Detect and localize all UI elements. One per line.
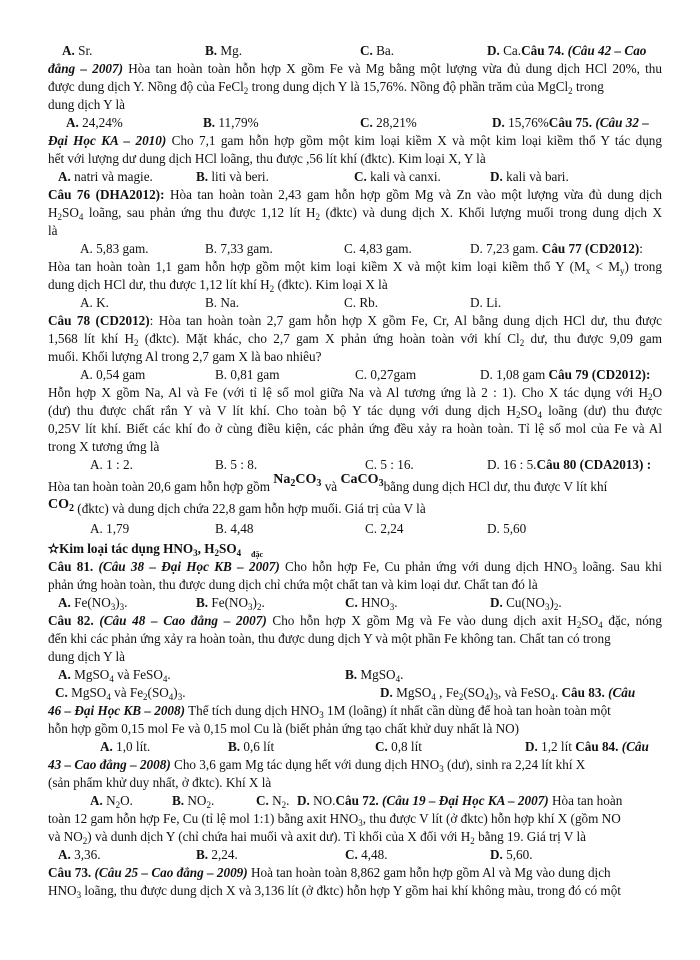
option-d: D. 15,76%Câu 75. (Câu 32 –: [492, 115, 649, 130]
question-text: 0,25V lít khí. Biết các khí đo ở cùng điều kiện, các phản ứng đều xảy ra hoàn toàn. Tỉ lệ số mol của Fe và Al: [48, 421, 662, 436]
question-text: phản ứng hoàn toàn, thu được dung dịch chỉ chứa một chất tan và kim loại dư. Chất tan đó là: [48, 577, 538, 592]
option-c: C. kali và canxi.: [354, 169, 441, 184]
formula-na2co3: $Na_2CO_3$: [273, 472, 322, 489]
option-b: B. 0,81 gam: [215, 367, 280, 382]
option-c: C. 4,48.: [345, 847, 388, 862]
option-b: B. Na.: [205, 295, 240, 310]
formula-caco3: CaCO$_3$: [340, 472, 384, 489]
question-text: Câu 76 (DHA2012): Hòa tan hoàn toàn 2,43 gam hỗn hợp gồm Mg và Zn vào một lượng vừa đủ dung dịch: [48, 187, 662, 202]
question-text: trong X tương ứng là: [48, 439, 160, 454]
option-d: D. MgSO$_4$ , $Fe_2(SO_4)_3$, và FeSO$_4$. Câu 83. (Câu: [380, 685, 636, 702]
question-text: muối. Khối lượng Al trong 2,7 gam X là bao nhiêu?: [48, 349, 322, 364]
option-a: A. $Fe(NO_3)_3$.: [58, 595, 128, 612]
option-c: C. 0,27gam: [355, 367, 417, 382]
question-text: $H_2SO_4$ loãng, sau phản ứng thu được 1,12 lít $H_2$ (đktc) và dung dịch X. Khối lượng muối trong dung dịch X: [48, 205, 662, 222]
question-text: 46 – Đại Học KB – 2008) Thể tích dung dịch $HNO_3$ 1M (loãng) ít nhất cần dùng để hoà tan hoàn toàn một: [48, 703, 611, 720]
question-text: $CO_2$ (đktc) và dung dịch chứa 22,8 gam hỗn hợp muối. Giá trị của V là: [48, 497, 426, 516]
question-source: (Câu 42 – Cao: [567, 43, 647, 58]
question-text: Câu 78 (CD2012): Hòa tan hoàn toàn 2,7 gam hỗn hợp X gồm Fe, Cr, Al bằng dung dịch HCl dư, thu được: [48, 313, 662, 328]
question-text: Câu 81. (Câu 38 – Đại Học KB – 2007) Cho hỗn hợp Fe, Cu phản ứng với dung dịch $HNO_3$ loãng. Sau khi: [48, 559, 663, 576]
question-text: Câu 73. (Câu 25 – Cao đẳng – 2009) Hoà tan hoàn toàn 8,862 gam hỗn hợp gồm Al và Mg vào dung dịch: [48, 865, 611, 880]
question-text: hết với lượng dư dung dịch HCl loãng, thu được ,56 lít khí (đktc). Kim loại X, Y là: [48, 151, 486, 166]
option-d: D. 1,2 lít Câu 84. (Câu: [525, 739, 649, 754]
option-b: B. 4,48: [215, 521, 254, 536]
question-text: 43 – Cao đẳng – 2008) Cho 3,6 gam Mg tác dụng hết với dung dịch $HNO_3$ (dư), sinh ra 2,24 lít khí X: [48, 757, 586, 774]
option-c: C. $HNO_3$.: [345, 595, 398, 612]
option-a: A. $N_2O$.: [90, 793, 133, 810]
option-c: C. 5 : 16.: [365, 457, 414, 472]
question-text: Hỗn hợp X gồm Na, Al và Fe (với tỉ lệ số mol giữa Na và Al tương ứng là 2 : 1). Cho X tác dụng với $H_2O$: [48, 385, 662, 402]
option-b: B. 7,33 gam.: [205, 241, 273, 256]
question-text: được dung dịch Y. Nồng độ của FeCl$_2$ trong dung dịch Y là 15,76%. Nồng độ phần trăm của MgCl$_2$ trong: [48, 79, 604, 96]
option-d: D. NO.Câu 72. (Câu 19 – Đại Học KA – 2007) Hòa tan hoàn: [297, 793, 623, 808]
question-text: (dư) thu được chất rắn Y và V lít khí. Cho toàn bộ Y tác dụng với dung dịch $H_2SO_4$ loãng (dư) thu được: [48, 403, 662, 420]
question-text: dung dịch HCl dư, thu được 1,12 lít khí $H_2$ (đktc). Kim loại X là: [48, 277, 388, 294]
option-b: B. $Fe(NO_3)_2$.: [196, 595, 265, 612]
option-c: C. 0,8 lít: [375, 739, 422, 754]
option-a: A. 1,0 lít.: [100, 739, 151, 754]
option-a: A. natri và magie.: [58, 169, 153, 184]
question-text: toàn 12 gam hỗn hợp Fe, Cu (tỉ lệ mol 1:1) bằng axit $HNO_3$, thu được V lít (ở đktc) hỗn hợp khí X (gồm NO: [48, 811, 621, 828]
option-a: A. Sr.: [62, 43, 93, 58]
question-text: dung dịch Y là: [48, 97, 126, 112]
option-d: D. $Cu(NO_3)_2$.: [490, 595, 562, 612]
option-a: A. 0,54 gam: [80, 367, 146, 382]
option-b: B. 11,79%: [203, 115, 259, 130]
option-b: B. $NO_2$.: [172, 793, 215, 810]
question-text: $HNO_3$ loãng, thu được dung dịch X và 3,136 lít (ở đktc) hỗn hợp Y gồm hai khí không màu, trong đó có một: [48, 883, 621, 900]
question-text: Hòa tan hoàn toàn 20,6 gam hỗn hợp gồm $Na_2CO_3$ và CaCO$_3$bằng dung dịch HCl dư, thu được V lít khí: [48, 472, 608, 494]
star-icon: ✫: [48, 541, 60, 556]
question-text: Đại Học KA – 2010) Cho 7,1 gam hỗn hợp gồm một kim loại kiềm X và một kim loại kiềm thổ Y tác dụng: [48, 133, 662, 148]
option-c: C. Ba.: [360, 43, 395, 58]
option-d: D. kali và bari.: [490, 169, 569, 184]
question-text: 1,568 lít khí $H_2$ (đktc). Mặt khác, cho 2,7 gam X phản ứng hoàn toàn với khí $Cl_2$ dư, thu được 9,09 gam: [48, 331, 662, 348]
question-text: Câu 82. (Câu 48 – Cao đẳng – 2007) Cho hỗn hợp X gồm Mg và Fe vào dung dịch axit $H_2SO_4$ đặc, nóng: [48, 613, 662, 630]
question-text: và $NO_2$) và dunh dịch Y (chỉ chứa hai muối và axit dư). Tỉ khối của X đối với $H_2$ bằng 19. Giá trị V là: [48, 829, 587, 846]
option-c: C. 2,24: [365, 521, 404, 536]
option-d: D. 1,08 gam Câu 79 (CD2012):: [480, 367, 651, 382]
question-text: (sản phẩm khử duy nhất, ở đktc). Khí X là: [48, 775, 272, 790]
option-b: B. MgSO$_4$.: [345, 667, 404, 684]
option-d: D. 5,60: [487, 521, 527, 536]
question-text: đẳng – 2007) Hòa tan hoàn toàn hỗn hợp X gồm Fe và Mg bằng một lượng vừa đủ dung dịch HCl 20%, thu: [48, 61, 662, 76]
option-a: A. 5,83 gam.: [80, 241, 149, 256]
question-text: là: [48, 223, 58, 238]
option-b: B. 5 : 8.: [215, 457, 258, 472]
option-a: A. 1,79: [90, 521, 130, 536]
question-text: Hòa tan hoàn toàn 1,1 gam hỗn hợp gồm một kim loại kiềm X và một kim loại kiềm thổ Y $(M_x < M_y)$ trong: [48, 259, 662, 276]
question-text: hỗn hợp gồm 0,15 mol Fe và 0,15 mol Cu là (biết phản ứng tạo chất khử duy nhất là NO): [48, 721, 520, 736]
option-a: A. 1 : 2.: [90, 457, 133, 472]
option-d: D. 7,23 gam. Câu 77 (CD2012):: [470, 241, 643, 256]
option-b: B. 2,24.: [196, 847, 238, 862]
option-c: C. 4,83 gam.: [344, 241, 412, 256]
option-d: D. 5,60.: [490, 847, 533, 862]
question-text: dung dịch Y là: [48, 649, 126, 664]
option-c: C. 28,21%: [360, 115, 417, 130]
option-a: A. 3,36.: [58, 847, 101, 862]
option-a: A. 24,24%: [66, 115, 123, 130]
option-c: C. MgSO$_4$ và $Fe_2(SO_4)_3$.: [55, 685, 186, 702]
option-c: C. Rb.: [344, 295, 379, 310]
option-d: D. Li.: [470, 295, 502, 310]
option-c: C. $N_2$.: [256, 793, 290, 810]
option-b: B. Mg.: [205, 43, 243, 58]
question-label: Câu 74.: [521, 43, 565, 58]
option-a: A. K.: [80, 295, 109, 310]
option-a: A. MgSO$_4$ và FeSO$_4$.: [58, 667, 171, 684]
option-b: B. liti và beri.: [196, 169, 269, 184]
option-d: D. 16 : 5.Câu 80 (CDA2013) :: [487, 457, 652, 472]
option-b: B. 0,6 lít: [228, 739, 275, 754]
option-d: D. Ca.Câu 74. (Câu 42 – Cao: [487, 43, 647, 58]
formula-co2: $CO_2$: [48, 497, 74, 514]
section-heading: ✫Kim loại tác dụng $HNO_3$, $H_2SO_4$ $_{đặc}$: [48, 541, 263, 559]
question-text: đến khi các phản ứng xảy ra hoàn toàn, thu được dung dịch Y và một phần Fe không tan. Chất tan có trong: [48, 631, 611, 646]
